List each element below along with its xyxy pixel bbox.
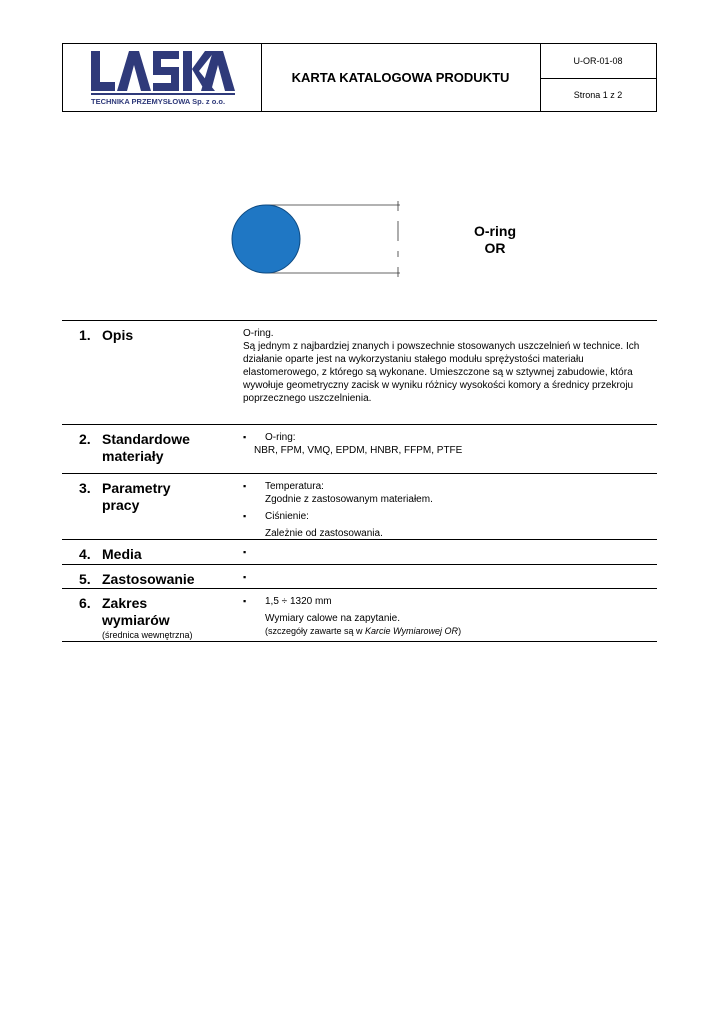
section-body (243, 480, 643, 540)
product-name-line2: OR (484, 240, 506, 256)
section-subtitle: (średnica wewnętrzna) (102, 630, 193, 640)
section-title: Opis (102, 327, 134, 343)
table-bottom-border (62, 641, 657, 642)
section-title (102, 431, 242, 465)
item-label: O-ring: (265, 432, 296, 443)
list-item (243, 595, 643, 638)
section-number: 1. (79, 327, 91, 343)
section-size-range (62, 588, 657, 642)
section-body (243, 595, 643, 638)
section-title: Zastosowanie (102, 571, 195, 587)
section-number: 3. (79, 480, 91, 496)
item-reference: (szczegóły zawarte są w Karcie Wymiarowej OR) (265, 626, 462, 636)
section-title-line1: Zakres (102, 595, 148, 611)
section-description (62, 320, 657, 425)
section-materials (62, 424, 657, 474)
section-media (62, 539, 657, 565)
page-number: Strona 1 z 2 (573, 90, 623, 100)
bullet-icon: ▪ (243, 432, 247, 442)
bullet-icon: ▪ (243, 481, 247, 491)
section-body (243, 431, 643, 457)
list-item (243, 546, 643, 559)
item-label: 1,5 ÷ 1320 mm (265, 596, 332, 607)
list-item (243, 480, 643, 506)
section-title (102, 595, 242, 641)
section-title: Media (102, 546, 142, 562)
list-item (243, 510, 643, 540)
bullet-icon: ▪ (243, 596, 247, 606)
section-parameters (62, 473, 657, 540)
document-code: U-OR-01-08 (540, 44, 656, 79)
header-meta (540, 44, 656, 111)
list-item (243, 571, 643, 584)
oring-cross-section (232, 205, 300, 273)
product-name-line1: O-ring (474, 223, 516, 239)
oring-cross-section-drawing (225, 195, 405, 285)
document-title: KARTA KATALOGOWA PRODUKTU (261, 44, 541, 111)
section-number: 2. (79, 431, 91, 447)
section-title-line1: Parametry (102, 480, 171, 496)
bullet-icon: ▪ (243, 572, 247, 582)
section-title-line2: wymiarów (102, 612, 170, 628)
section-body (243, 327, 643, 405)
bullet-icon: ▪ (243, 547, 247, 557)
item-label: Temperatura: (265, 481, 324, 492)
section-number: 5. (79, 571, 91, 587)
product-name (455, 223, 535, 257)
bullet-icon: ▪ (243, 511, 247, 521)
item-value: Zależnie od zastosowania. (265, 528, 383, 539)
item-value: Zgodnie z zastosowanym materiałem. (265, 494, 433, 505)
item-value: NBR, FPM, VMQ, EPDM, HNBR, FFPM, PTFE (254, 445, 463, 456)
item-label: Ciśnienie: (265, 511, 309, 522)
company-logo-cell (63, 44, 262, 111)
description-line-2: Są jednym z najbardziej znanych i powszechnie stosowanych uszczelnień w technice. Ich działanie oparte jest na wykorzystaniu stałego modułu sprężystości materiału elastomerowego, z którego są wykonane. Umieszczone są w sztywnej zabudowie, która wywołuje geometryczny zacisk w wyniku różnicy wysokości komory a średnicy przekroju poprzecznego uszczelnienia. (243, 341, 640, 404)
section-title (102, 480, 242, 514)
item-note: Wymiary calowe na zapytanie. (265, 613, 400, 624)
section-body (243, 571, 643, 584)
section-body (243, 546, 643, 559)
description-line-1: O-ring. (243, 328, 274, 339)
section-number: 4. (79, 546, 91, 562)
section-title-line2: pracy (102, 497, 140, 513)
laska-logo (91, 49, 235, 97)
logo-subtitle: TECHNIKA PRZEMYSŁOWA Sp. z o.o. (91, 97, 226, 106)
document-header (62, 43, 657, 112)
section-number: 6. (79, 595, 91, 611)
section-title-line1: Standardowe (102, 431, 190, 447)
section-title-line2: materiały (102, 448, 164, 464)
list-item (243, 431, 643, 457)
reference-document: Karcie Wymiarowej OR (365, 626, 459, 636)
section-applications (62, 564, 657, 589)
